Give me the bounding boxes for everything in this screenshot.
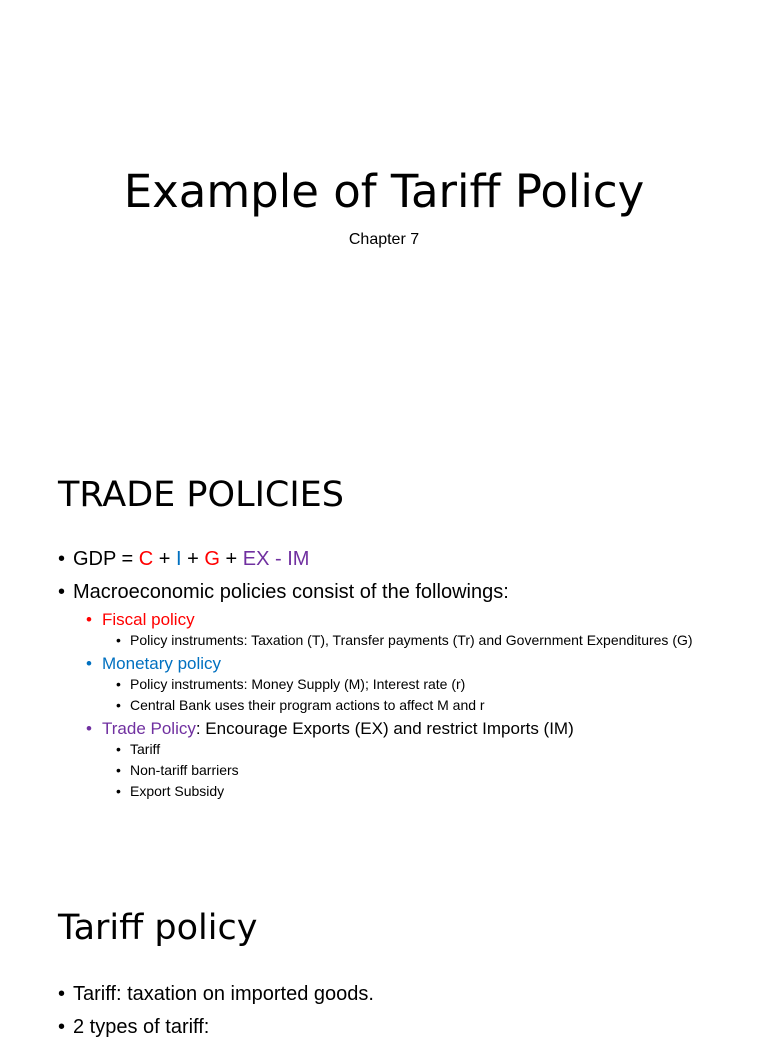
tariff-definition-item <box>58 982 708 1007</box>
gdp-prefix: GDP = <box>73 548 139 570</box>
gdp-c-term: C <box>138 548 154 570</box>
macro-policies-text: Macroeconomic policies consist of the followings: <box>73 581 509 603</box>
trade-policy-label: Trade Policy <box>102 719 196 738</box>
bullet-glyph: • <box>58 581 66 603</box>
trade-policy-item <box>58 718 708 739</box>
export-subsidy-item <box>58 783 708 800</box>
bullet-glyph: • <box>116 783 121 799</box>
tariff-definition-text: Tariff: taxation on imported goods. <box>73 983 374 1005</box>
slide-title: Example of Tariff Policy <box>123 165 645 218</box>
central-bank-item <box>58 697 708 714</box>
gdp-plus: + <box>153 548 177 570</box>
tariff-text: Tariff <box>130 741 161 757</box>
tariff-types-text: 2 types of tariff: <box>73 1016 210 1038</box>
fiscal-instrument-item <box>58 632 708 649</box>
bullet-glyph: • <box>86 654 92 673</box>
monetary-instrument-text: Policy instruments: Money Supply (M); Interest rate (r) <box>130 676 466 692</box>
fiscal-policy-label: Fiscal policy <box>102 610 195 629</box>
monetary-policy-label: Monetary policy <box>102 654 222 673</box>
bullet-glyph: • <box>58 983 66 1005</box>
bullet-list <box>58 547 708 804</box>
bullet-glyph: • <box>116 762 121 778</box>
slide-subtitle: Chapter 7 <box>348 231 420 248</box>
non-tariff-text: Non-tariff barriers <box>130 762 239 778</box>
bullet-glyph: • <box>116 697 121 713</box>
title-slide <box>0 0 768 432</box>
central-bank-text: Central Bank uses their program actions to affect M and r <box>130 697 485 713</box>
tariff-item <box>58 741 708 758</box>
non-tariff-item <box>58 762 708 779</box>
gdp-g-term: G <box>204 548 220 570</box>
bullet-glyph: • <box>58 1016 66 1038</box>
bullet-glyph: • <box>116 741 121 757</box>
bullet-glyph: • <box>116 632 121 648</box>
bullet-list <box>58 982 708 1048</box>
gdp-equation-item <box>58 547 708 572</box>
gdp-plus: + <box>181 548 205 570</box>
monetary-instrument-item <box>58 676 708 693</box>
monetary-policy-item <box>58 653 708 674</box>
fiscal-policy-item <box>58 609 708 630</box>
fiscal-instrument-text: Policy instruments: Taxation (T), Transfer payments (Tr) and Government Expenditures (G) <box>130 632 693 648</box>
tariff-policy-slide <box>0 864 768 1038</box>
export-subsidy-text: Export Subsidy <box>130 783 225 799</box>
tariff-types-item <box>58 1015 708 1040</box>
slide-heading: TRADE POLICIES <box>58 475 344 515</box>
bullet-glyph: • <box>116 676 121 692</box>
bullet-glyph: • <box>58 548 66 570</box>
bullet-glyph: • <box>86 610 92 629</box>
bullet-glyph: • <box>86 719 92 738</box>
gdp-i-term: I <box>176 548 182 570</box>
gdp-net-exports-term: EX - IM <box>242 548 310 570</box>
trade-policies-slide <box>0 432 768 864</box>
macro-policies-item <box>58 580 708 605</box>
slide-heading: Tariff policy <box>58 908 258 948</box>
trade-policy-description: : Encourage Exports (EX) and restrict Imports (IM) <box>195 719 574 738</box>
gdp-plus: + <box>219 548 243 570</box>
